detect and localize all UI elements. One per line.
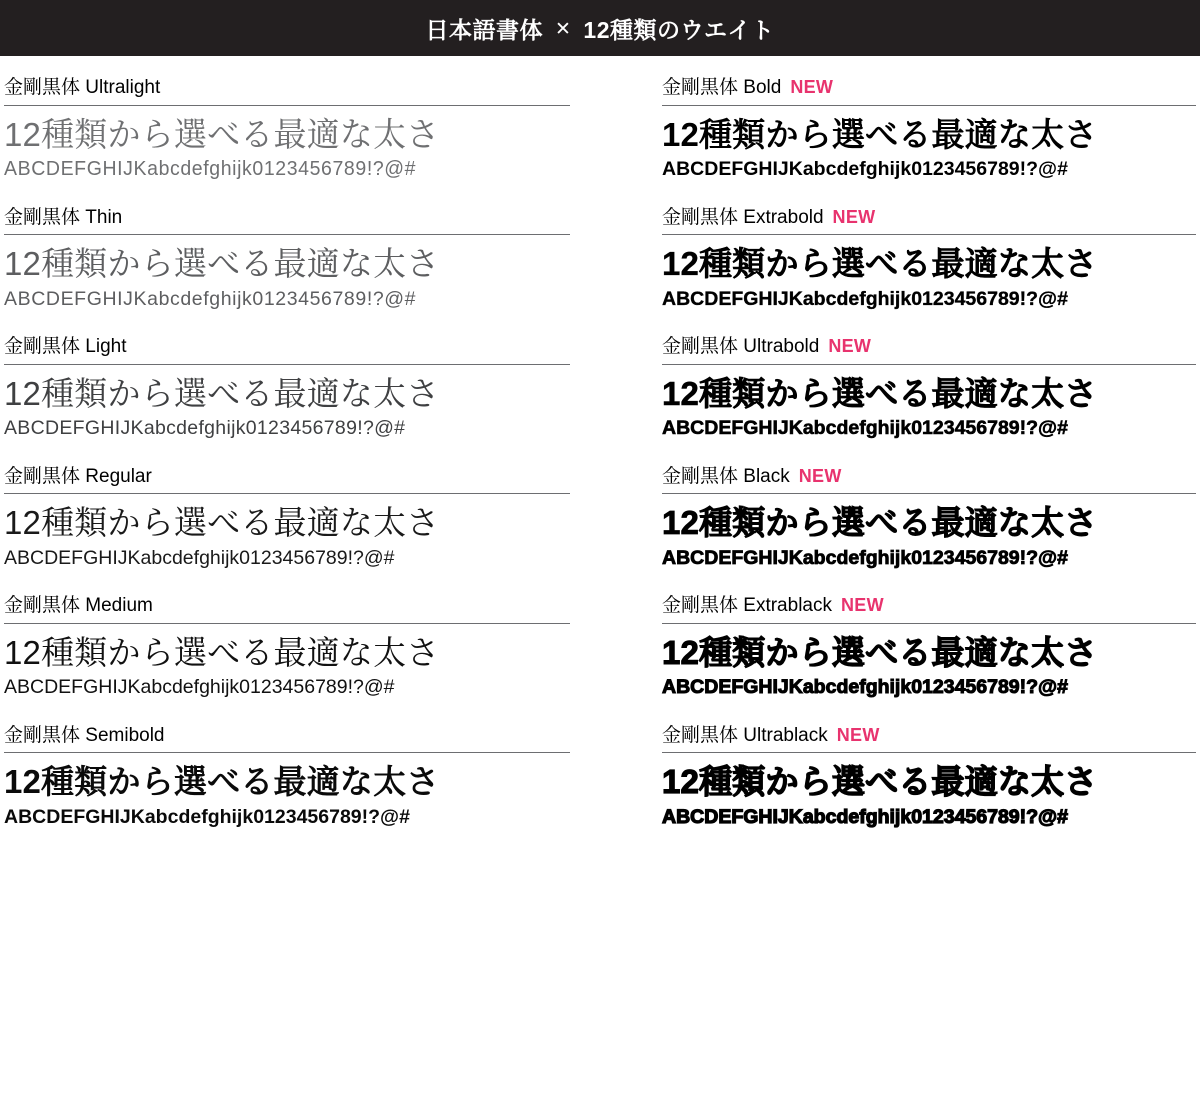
specimen-sample-latin: ABCDEFGHIJKabcdefghijk0123456789!?@# [662, 417, 1068, 440]
specimen-label [4, 467, 570, 495]
specimen-label-text: 金剛黒体 Light [4, 336, 127, 358]
specimen-sample-latin: ABCDEFGHIJKabcdefghijk0123456789!?@# [4, 676, 395, 699]
specimen-label [662, 208, 1196, 236]
specimen-sample-japanese: 12種類から選べる最適な太さ [4, 115, 440, 154]
specimen-label-text: 金剛黒体 Ultrabold [662, 336, 820, 358]
specimen-label [662, 596, 1196, 624]
specimen-semibold [4, 726, 570, 830]
specimen-columns [0, 56, 1200, 829]
specimen-sample-latin: ABCDEFGHIJKabcdefghijk0123456789!?@# [4, 157, 417, 181]
specimen-sample-japanese: 12種類から選べる最適な太さ [662, 504, 1098, 542]
new-badge: NEW [840, 595, 884, 616]
specimen-black [662, 467, 1196, 571]
specimen-label [4, 596, 570, 624]
specimen-ultrabold [662, 337, 1196, 441]
specimen-sample-latin: ABCDEFGHIJKabcdefghijk0123456789!?@# [662, 287, 1068, 310]
specimen-sample-latin: ABCDEFGHIJKabcdefghijk0123456789!?@# [662, 805, 1068, 828]
specimen-label [662, 78, 1196, 106]
specimen-sample-japanese: 12種類から選べる最適な太さ [4, 504, 440, 542]
specimen-label [4, 78, 570, 106]
specimen-label-text: 金剛黒体 Bold [662, 77, 782, 98]
specimen-label [4, 337, 570, 365]
specimen-regular [4, 467, 570, 571]
specimen-column-left [0, 56, 600, 829]
specimen-sample-japanese: 12種類から選べる最適な太さ [4, 245, 440, 283]
specimen-label [662, 726, 1196, 754]
specimen-sample-japanese: 12種類から選べる最適な太さ [4, 374, 440, 412]
new-badge: NEW [832, 206, 876, 227]
specimen-ultralight [4, 78, 570, 182]
specimen-sample-latin: ABCDEFGHIJKabcdefghijk0123456789!?@# [662, 158, 1068, 181]
specimen-label [4, 208, 570, 236]
specimen-label-text: 金剛黒体 Regular [4, 465, 152, 487]
specimen-sample-latin: ABCDEFGHIJKabcdefghijk0123456789!?@# [4, 287, 417, 310]
page-title [425, 12, 774, 45]
specimen-sample-japanese: 12種類から選べる最適な太さ [662, 633, 1098, 671]
specimen-column-right [600, 56, 1200, 829]
specimen-sample-latin: ABCDEFGHIJKabcdefghijk0123456789!?@# [4, 417, 406, 440]
new-badge: NEW [828, 336, 872, 357]
specimen-sample-latin: ABCDEFGHIJKabcdefghijk0123456789!?@# [4, 805, 410, 828]
specimen-sample-japanese: 12種類から選べる最適な太さ [662, 763, 1098, 801]
new-badge: NEW [790, 77, 834, 97]
specimen-label [662, 467, 1196, 495]
specimen-label-text: 金剛黒体 Medium [4, 595, 153, 617]
specimen-light [4, 337, 570, 441]
specimen-label-text: 金剛黒体 Thin [4, 206, 123, 228]
new-badge: NEW [798, 465, 842, 486]
specimen-label-text: 金剛黒体 Extrablack [662, 595, 832, 617]
specimen-medium [4, 596, 570, 700]
specimen-extrabold [662, 208, 1196, 312]
specimen-extrablack [662, 596, 1196, 700]
specimen-sample-japanese: 12種類から選べる最適な太さ [4, 763, 440, 801]
specimen-sample-latin: ABCDEFGHIJKabcdefghijk0123456789!?@# [662, 546, 1068, 569]
page-title-right: 12種類のウエイト [583, 16, 775, 43]
specimen-bold [662, 78, 1196, 182]
specimen-ultrablack [662, 726, 1196, 830]
specimen-label [662, 337, 1196, 365]
specimen-sample-japanese: 12種類から選べる最適な太さ [662, 245, 1098, 283]
specimen-label [4, 726, 570, 754]
specimen-label-text: 金剛黒体 Ultralight [4, 77, 161, 98]
specimen-sample-japanese: 12種類から選べる最適な太さ [662, 374, 1098, 412]
header-bar [0, 0, 1200, 56]
specimen-label-text: 金剛黒体 Extrabold [662, 206, 824, 228]
multiply-icon: ✕ [554, 18, 572, 40]
specimen-label-text: 金剛黒体 Black [662, 465, 790, 487]
specimen-sample-latin: ABCDEFGHIJKabcdefghijk0123456789!?@# [4, 546, 395, 569]
specimen-sample-latin: ABCDEFGHIJKabcdefghijk0123456789!?@# [662, 676, 1068, 699]
specimen-thin [4, 208, 570, 312]
specimen-label-text: 金剛黒体 Ultrablack [662, 724, 828, 746]
page-title-left: 日本語書体 [425, 16, 543, 43]
specimen-label-text: 金剛黒体 Semibold [4, 724, 165, 746]
specimen-sample-japanese: 12種類から選べる最適な太さ [662, 115, 1098, 153]
new-badge: NEW [836, 724, 880, 745]
specimen-sample-japanese: 12種類から選べる最適な太さ [4, 633, 440, 671]
